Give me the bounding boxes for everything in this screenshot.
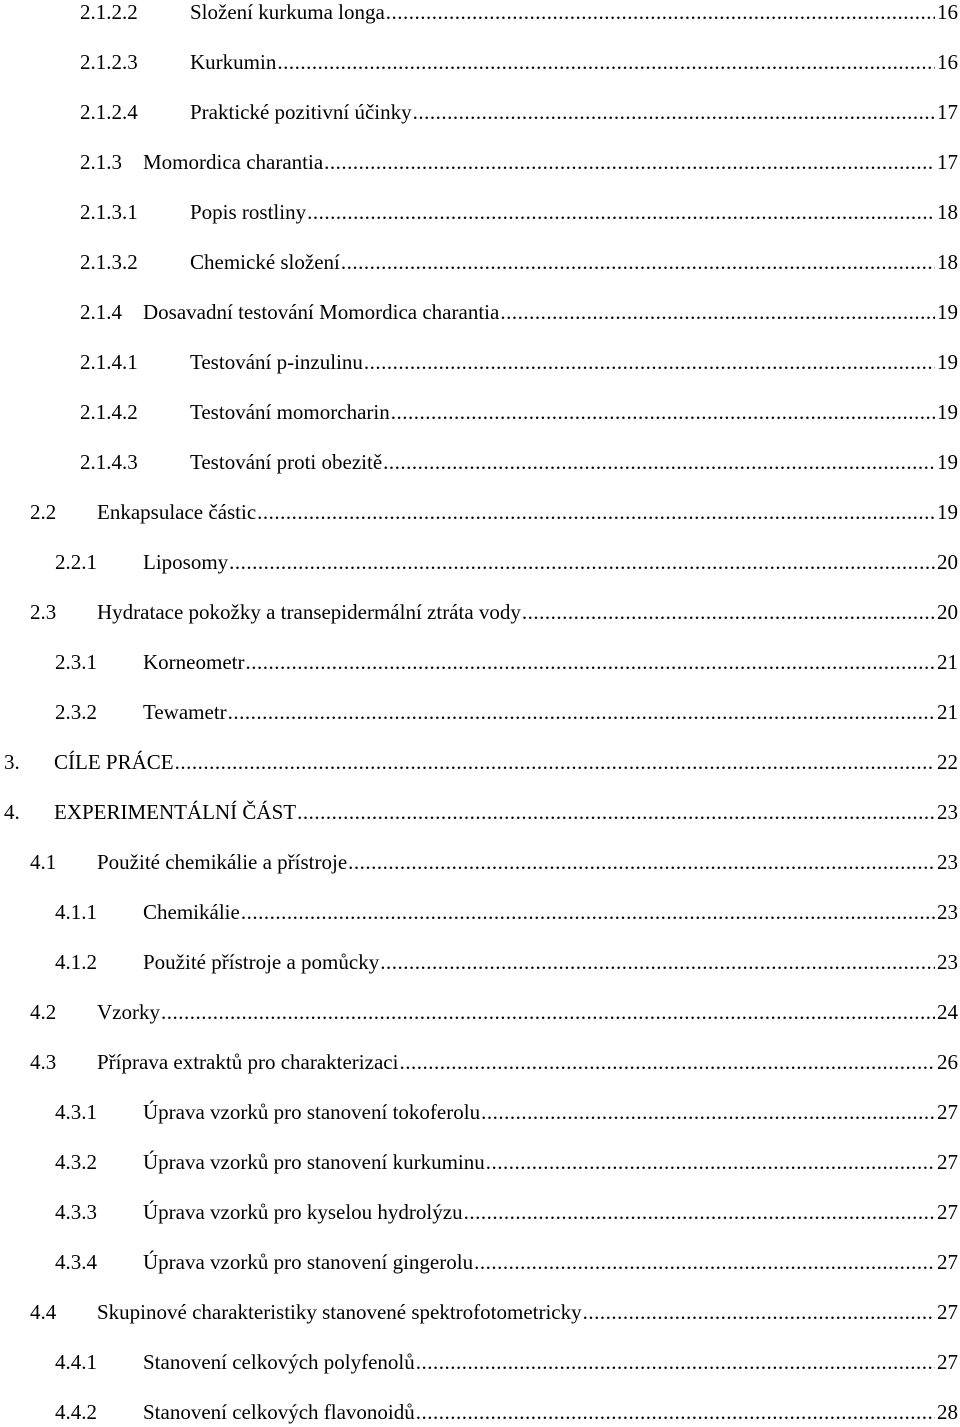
toc-entry-title: Stanovení celkových flavonoidů [143,1400,415,1424]
toc-entry-page-number: 27 [937,1250,958,1274]
toc-entry-line [143,547,958,577]
toc-dot-leader [175,747,935,777]
toc-entry-title: Popis rostliny [190,200,307,224]
toc-entry-title: Použité přístroje a pomůcky [143,950,380,974]
toc-entry-number: 2.2 [30,500,57,524]
toc-dot-leader [297,797,935,827]
toc-entry-page-number: 23 [937,950,958,974]
toc-entry-page-number: 18 [937,200,958,224]
toc-entry-title: EXPERIMENTÁLNÍ ČÁST [54,800,297,824]
toc-entry-number: 4.2 [30,1000,57,1024]
toc-entry-line [54,797,958,827]
toc-entry-page-number: 26 [937,1050,958,1074]
toc-entry-title: Složení kurkuma longa [190,0,385,24]
toc-entry-line [143,1397,958,1427]
toc-entry-page-number: 17 [937,100,958,124]
toc-dot-leader [522,597,935,627]
toc-entry-title: Chemikálie [143,900,240,924]
toc-entry-number: 2.1.4 [80,300,122,324]
toc-entry-title: Skupinové charakteristiky stanovené spektrofotometricky [97,1300,582,1324]
toc-entry-number: 4.3.4 [55,1250,97,1274]
toc-entry-page-number: 19 [937,500,958,524]
toc-entry-line [190,447,958,477]
toc-entry-page-number: 27 [937,1150,958,1174]
toc-dot-leader [257,497,935,527]
toc-entry-page-number: 19 [937,450,958,474]
toc-entry-number: 4.4 [30,1300,57,1324]
toc-entry-title: Enkapsulace částic [97,500,257,524]
toc-entry[interactable] [0,347,958,377]
toc-entry-title: Použité chemikálie a přístroje [97,850,348,874]
toc-entry-line [54,747,958,777]
toc-entry[interactable] [0,147,958,177]
toc-entry[interactable] [0,897,958,927]
toc-entry-number: 4.1 [30,850,57,874]
toc-entry-title: Úprava vzorků pro kyselou hydrolýzu [143,1200,463,1224]
toc-entry[interactable] [0,797,958,827]
toc-entry[interactable] [0,1297,958,1327]
toc-entry[interactable] [0,1197,958,1227]
toc-entry-line [143,297,958,327]
toc-entry-page-number: 19 [937,350,958,374]
toc-dot-leader [241,897,935,927]
toc-entry-line [143,1097,958,1127]
toc-entry[interactable] [0,97,958,127]
toc-entry-line [190,247,958,277]
toc-dot-leader [416,1347,935,1377]
toc-entry-line [97,847,958,877]
toc-entry-line [97,497,958,527]
toc-entry-title: Korneometr [143,650,245,674]
toc-dot-leader [474,1247,935,1277]
toc-entry[interactable] [0,647,958,677]
toc-entry-page-number: 16 [937,0,958,24]
toc-entry[interactable] [0,1247,958,1277]
toc-entry-line [190,47,958,77]
toc-entry-number: 2.1.4.1 [80,350,138,374]
toc-dot-leader [277,47,935,77]
toc-entry-title: Stanovení celkových polyfenolů [143,1350,415,1374]
toc-entry-line [190,397,958,427]
toc-entry-title: Momordica charantia [143,150,324,174]
toc-entry-number: 4.4.2 [55,1400,97,1424]
toc-entry[interactable] [0,247,958,277]
toc-entry-page-number: 20 [937,550,958,574]
toc-dot-leader [500,297,935,327]
toc-entry[interactable] [0,447,958,477]
toc-dot-leader [481,1097,935,1127]
toc-entry-line [190,97,958,127]
toc-dot-leader [380,947,935,977]
toc-entry-title: Příprava extraktů pro charakterizaci [97,1050,399,1074]
toc-entry-number: 2.1.4.2 [80,400,138,424]
toc-dot-leader [228,697,935,727]
toc-entry[interactable] [0,547,958,577]
toc-entry[interactable] [0,497,958,527]
toc-entry-number: 4.3.3 [55,1200,97,1224]
toc-entry-title: Liposomy [143,550,229,574]
toc-dot-leader [229,547,935,577]
toc-entry-page-number: 19 [937,300,958,324]
toc-entry-line [143,947,958,977]
toc-entry-page-number: 24 [937,1000,958,1024]
toc-entry-title: Úprava vzorků pro stanovení kurkuminu [143,1150,485,1174]
toc-entry-title: Úprava vzorků pro stanovení gingerolu [143,1250,474,1274]
toc-entry-page-number: 17 [937,150,958,174]
toc-entry-number: 4.3.2 [55,1150,97,1174]
toc-entry-number: 4.3.1 [55,1100,97,1124]
toc-dot-leader [161,997,935,1027]
toc-entry-line [143,1347,958,1377]
toc-entry-page-number: 23 [937,800,958,824]
toc-entry-line [190,197,958,227]
toc-entry-title: Testování proti obezitě [190,450,383,474]
toc-entry-number: 2.3 [30,600,57,624]
toc-entry-line [190,0,958,27]
toc-entry-line [97,1047,958,1077]
toc-entry-title: Dosavadní testování Momordica charantia [143,300,500,324]
toc-entry-number: 2.1.2.3 [80,50,138,74]
toc-entry-line [97,997,958,1027]
toc-dot-leader [386,0,935,27]
toc-entry-page-number: 23 [937,900,958,924]
toc-entry-number: 2.1.2.4 [80,100,138,124]
toc-entry-page-number: 19 [937,400,958,424]
toc-entry-page-number: 18 [937,250,958,274]
toc-entry-title: Vzorky [97,1000,160,1024]
toc-entry-number: 4.1.1 [55,900,97,924]
toc-entry-title: Kurkumin [190,50,277,74]
toc-entry[interactable] [0,997,958,1027]
toc-entry[interactable] [0,297,958,327]
toc-entry-line [143,1147,958,1177]
toc-entry[interactable] [0,197,958,227]
toc-entry-page-number: 21 [937,650,958,674]
toc-entry[interactable] [0,597,958,627]
toc-entry-page-number: 27 [937,1350,958,1374]
toc-dot-leader [391,397,935,427]
toc-entry-page-number: 21 [937,700,958,724]
toc-dot-leader [341,247,935,277]
toc-entry-line [143,697,958,727]
toc-entry[interactable] [0,0,958,27]
toc-entry-page-number: 27 [937,1100,958,1124]
toc-entry-number: 4. [4,800,20,824]
toc-dot-leader [307,197,935,227]
toc-entry-page-number: 27 [937,1200,958,1224]
toc-entry-title: Chemické složení [190,250,340,274]
toc-entry-number: 2.1.4.3 [80,450,138,474]
toc-entry[interactable] [0,1397,958,1427]
toc-entry-page-number: 22 [937,750,958,774]
toc-entry-line [190,347,958,377]
toc-dot-leader [413,97,935,127]
toc-entry-title: Testování momorcharin [190,400,390,424]
toc-dot-leader [464,1197,935,1227]
toc-entry-page-number: 16 [937,50,958,74]
toc-entry[interactable] [0,697,958,727]
toc-entry-page-number: 23 [937,850,958,874]
toc-entry-line [143,147,958,177]
toc-entry-number: 3. [4,750,20,774]
toc-entry-number: 2.2.1 [55,550,97,574]
toc-entry-line [97,1297,958,1327]
toc-entry-title: CÍLE PRÁCE [54,750,174,774]
toc-entry-title: Praktické pozitivní účinky [190,100,412,124]
toc-entry-number: 2.1.3 [80,150,122,174]
toc-entry-page-number: 27 [937,1300,958,1324]
toc-entry-number: 2.3.2 [55,700,97,724]
toc-dot-leader [364,347,935,377]
toc-entry[interactable] [0,1047,958,1077]
toc-entry[interactable] [0,397,958,427]
toc-entry-number: 2.3.1 [55,650,97,674]
toc-entry[interactable] [0,747,958,777]
toc-entry[interactable] [0,47,958,77]
toc-entry-title: Tewametr [143,700,227,724]
toc-entry-number: 2.1.3.2 [80,250,138,274]
toc-entry-number: 4.4.1 [55,1350,97,1374]
toc-entry-title: Testování p-inzulinu [190,350,363,374]
toc-entry[interactable] [0,1097,958,1127]
toc-dot-leader [348,847,935,877]
toc-entry-number: 2.1.2.2 [80,0,138,24]
toc-entry-page-number: 20 [937,600,958,624]
toc-entry[interactable] [0,1147,958,1177]
toc-entry-line [143,647,958,677]
toc-dot-leader [245,647,935,677]
toc-entry-line [143,1247,958,1277]
toc-entry-number: 4.1.2 [55,950,97,974]
toc-dot-leader [383,447,935,477]
toc-entry-line [97,597,958,627]
toc-entry-number: 2.1.3.1 [80,200,138,224]
toc-entry-number: 4.3 [30,1050,57,1074]
toc-dot-leader [324,147,935,177]
toc-entry-title: Hydratace pokožky a transepidermální ztráta vody [97,600,521,624]
toc-dot-leader [399,1047,935,1077]
toc-entry-title: Úprava vzorků pro stanovení tokoferolu [143,1100,481,1124]
toc-entry-line [143,1197,958,1227]
toc-dot-leader [583,1297,935,1327]
toc-entry[interactable] [0,1347,958,1377]
toc-dot-leader [486,1147,935,1177]
toc-entry[interactable] [0,847,958,877]
toc-entry-line [143,897,958,927]
toc-dot-leader [416,1397,935,1427]
toc-entry[interactable] [0,947,958,977]
toc-entry-page-number: 28 [937,1400,958,1424]
